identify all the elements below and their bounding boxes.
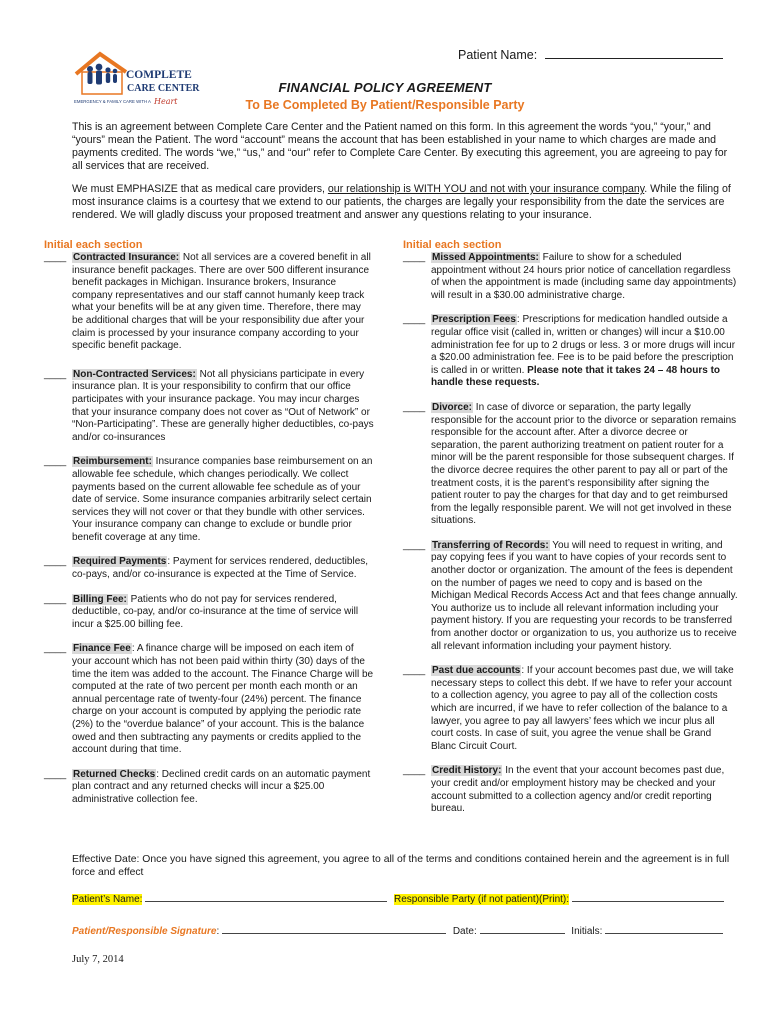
section-text: : A finance charge will be imposed on each item of your account which has not been paid within thirty (30) days of the time the item was added to the account. The Finance Charge will be computed at the rate of two percent per month each month or an annual percentage rate of twenty-four (24%) percent. The finance charge on your account is computed by applying the periodic rate (2%) to the “overdue balance” of your account. This is the balance owed and then subtracting any payments or credits applied to the account during that time. <box>72 643 374 756</box>
patient-name-field <box>458 46 723 62</box>
date-line[interactable] <box>480 924 565 934</box>
logo-tagline: EMERGENCY & FAMILY CARE WITH A <box>74 99 151 104</box>
patients-name-line[interactable] <box>145 892 387 902</box>
section-reimbursement <box>44 456 374 544</box>
document-title: FINANCIAL POLICY AGREEMENT <box>278 80 492 95</box>
section-heading: Credit History: <box>432 765 502 777</box>
section-heading: Prescription Fees <box>432 314 516 326</box>
logo-line1: COMPLETE <box>126 69 192 81</box>
signature-row <box>72 924 734 938</box>
initial-blank[interactable]: ____ <box>44 368 67 380</box>
section-heading: Divorce: <box>432 401 473 413</box>
intro-p2-start: We must EMPHASIZE that as medical care providers, <box>72 183 328 195</box>
section-text: In case of divorce or separation, the party legally responsible for the account prior to the divorce or separation remains responsible for the account after. After a divorce decree or separation, the parent authorizing treatment on patient router for a minor will be the parent responsible for those subsequent charges. If the divorce decree requires the other parent to pay all or part of the treatment costs, it is the parent’s responsibility after signing the patient router to pay the charges for that day and to get reimbursed from the legally responsible parent. We will not get involved in these situations. <box>431 401 737 527</box>
section-heading: Past due accounts <box>432 665 521 677</box>
section-transferring-records <box>403 540 738 653</box>
section-heading: Contracted Insurance: <box>73 252 180 263</box>
section-heading: Finance Fee <box>73 643 131 655</box>
section-heading: Billing Fee: <box>73 593 127 605</box>
intro-paragraph-2 <box>72 183 734 222</box>
patient-name-line[interactable] <box>545 46 723 59</box>
signature-label: Patient/Responsible Signature <box>72 926 217 937</box>
section-heading: Returned Checks <box>73 768 156 780</box>
section-finance-fee <box>44 643 374 756</box>
signature-line[interactable] <box>222 924 446 934</box>
effective-date-paragraph: Effective Date: Once you have signed this agreement, you agree to all of the terms and conditions contained herein and the agreement is in full force and effect <box>72 854 730 878</box>
section-heading: Missed Appointments: <box>432 252 539 263</box>
section-prescription-fees <box>403 314 738 390</box>
date-label: Date: <box>452 926 477 937</box>
section-text: In the event that your account becomes past due, your credit and/or employment history may be checked and your account submitted to a collection agency and/or credit reporting bureau. <box>431 765 725 815</box>
section-divorce <box>403 402 738 528</box>
initial-blank[interactable]: ____ <box>403 252 426 263</box>
initials-line[interactable] <box>605 924 723 934</box>
footer-date: July 7, 2014 <box>72 954 124 965</box>
intro-p2-end: . While the filing of most insurance claims is a courtesy that we extend to our patients, the charges are legally your responsibility from the date the services are rendered. We will gladly discuss your proposed treatment and answer any questions relating to your insurance. <box>72 183 731 221</box>
logo-line2: CARE CENTER <box>127 83 200 94</box>
section-bold-note: Please note that it takes 24 – 48 hours to handle these requests. <box>431 364 721 389</box>
section-returned-checks <box>44 769 374 807</box>
section-text: You will need to request in writing, and pay copying fees if you want to have copies of your records sent to another doctor or organization. The amount of the fees is dependent on the number of pages we need to copy and is based on the Michigan Medical Records Access Act and that fees change annually. You authorize us to include all relevant information including your payment history. If you are requesting your records to be transferred from another doctor or organization to us, you authorize us to receive all relevant information including your payment history. <box>431 539 738 652</box>
initials-label: Initials: <box>571 926 603 937</box>
initial-blank[interactable]: ____ <box>403 314 426 326</box>
initial-each-section-right: Initial each section <box>403 239 502 251</box>
responsible-party-label: Responsible Party (if not patient)(Print): <box>393 894 570 905</box>
section-heading: Transferring of Records: <box>432 539 549 551</box>
signature-colon: : <box>216 926 220 937</box>
section-heading: Required Payments <box>73 556 167 568</box>
initial-blank[interactable]: ____ <box>44 456 67 468</box>
section-text: Not all services are a covered benefit in all insurance benefit packages. There are over 500 different insurance benefit packages in Michigan. Insurance brokers, Insurance company representatives and our staff cannot humanly keep track what your benefits will be at any given time. Therefore, there may be additional charges that will be your responsibility due after your claim is processed by your insurance company according to your specific benefit package. <box>72 252 371 352</box>
left-column <box>44 239 374 807</box>
intro-paragraph-1: This is an agreement between Complete Care Center and the Patient named on this form. In this agreement the words “you,” “your,” and “yours” mean the Patient. The word “account” means the account that has been established in your name to which charges are made and payments credited. The words “we,” “us,” and “our” refer to Complete Care Center. By executing this agreement, you are agreeing to pay for all services that are received. <box>72 121 728 172</box>
initial-blank[interactable]: ____ <box>403 665 426 677</box>
patient-name-label: Patient Name: <box>458 48 538 62</box>
section-text: : Payment for services rendered, deductibles, co-pays, and/or co-insurance is expected at the Time of Service. <box>72 556 369 581</box>
initial-blank[interactable]: ____ <box>403 401 426 413</box>
initial-blank[interactable]: ____ <box>403 765 426 777</box>
section-missed-appointments <box>403 252 738 302</box>
document-subtitle: To Be Completed By Patient/Responsible Party <box>245 98 525 112</box>
section-text: : If your account becomes past due, we will take necessary steps to collect this debt. If we have to refer your account to a collection agency, you agree to pay all of the collection costs which are incurred, if we have to refer collection of the balance to a lawyer, you agree to pay all lawyers’ fees which we incur plus all court costs. In case of suit, you agree the venue shall be Grand Blanc Circuit Court. <box>431 665 734 752</box>
patient-name-row <box>72 892 734 906</box>
section-billing-fee <box>44 594 374 632</box>
section-text: : Prescriptions for medication handled outside a regular office visit (called in, written or changes) will incur a $10.00 administration fee for up to 2 drugs or less. 3 or more drugs will incur a $20.00 administration fee. Fee is to be paid before the prescription is called in or written. <box>431 314 736 376</box>
initial-each-section-left: Initial each section <box>44 239 143 251</box>
section-heading: Non-Contracted Services: <box>73 368 196 380</box>
initial-blank[interactable]: ____ <box>44 593 67 605</box>
initial-blank[interactable]: ____ <box>44 556 67 568</box>
patients-name-label: Patient’s Name: <box>72 894 143 905</box>
section-non-contracted-services <box>44 369 374 445</box>
logo-tagline-script: Heart <box>154 97 178 106</box>
section-contracted-insurance <box>44 252 374 353</box>
initial-blank[interactable]: ____ <box>403 539 426 551</box>
section-text: Insurance companies base reimbursement on an allowable fee schedule, which changes periodically. We collect payments based on the current allowable fee schedule as of your date of service. Some insurance companies arbitrarily select certain services they will not cover or that they bundle with other services. Your insurance company can change to exclude or bundle prior benefit coverage at any time. <box>72 456 373 543</box>
section-heading: Reimbursement: <box>73 456 152 468</box>
right-column <box>403 239 738 816</box>
initial-blank[interactable]: ____ <box>44 252 67 263</box>
responsible-party-line[interactable] <box>572 892 724 902</box>
intro-p2-emphasis: our relationship is WITH YOU and not with your insurance company <box>327 183 645 195</box>
section-text: : Declined credit cards on an automatic payment plan contract and any returned checks will incur a $25.00 administrative collection fee. <box>72 768 371 805</box>
section-required-payments <box>44 556 374 581</box>
section-text: Failure to show for a scheduled appointment without 24 hours prior notice of cancellation regardless of when the appointment is made (including same day appointments) will result in a $30.00 administrative charge. <box>431 252 737 301</box>
initial-blank[interactable]: ____ <box>44 768 67 780</box>
section-text: Not all physicians participate in every insurance plan. It is your responsibility to confirm that our office participates with your insurance package. You may incur charges that your insurance company does not cover as “Out of Network” or “Non-Participating”. These are generally higher deductibles, co-pays and/or co-insurances <box>72 368 374 443</box>
section-text: Patients who do not pay for services rendered, deductible, co-pay, and/or co-insurance at the time of service will incur a $25.00 billing fee. <box>72 593 359 630</box>
section-credit-history <box>403 765 738 815</box>
initial-blank[interactable]: ____ <box>44 643 67 655</box>
section-past-due-accounts <box>403 665 738 753</box>
